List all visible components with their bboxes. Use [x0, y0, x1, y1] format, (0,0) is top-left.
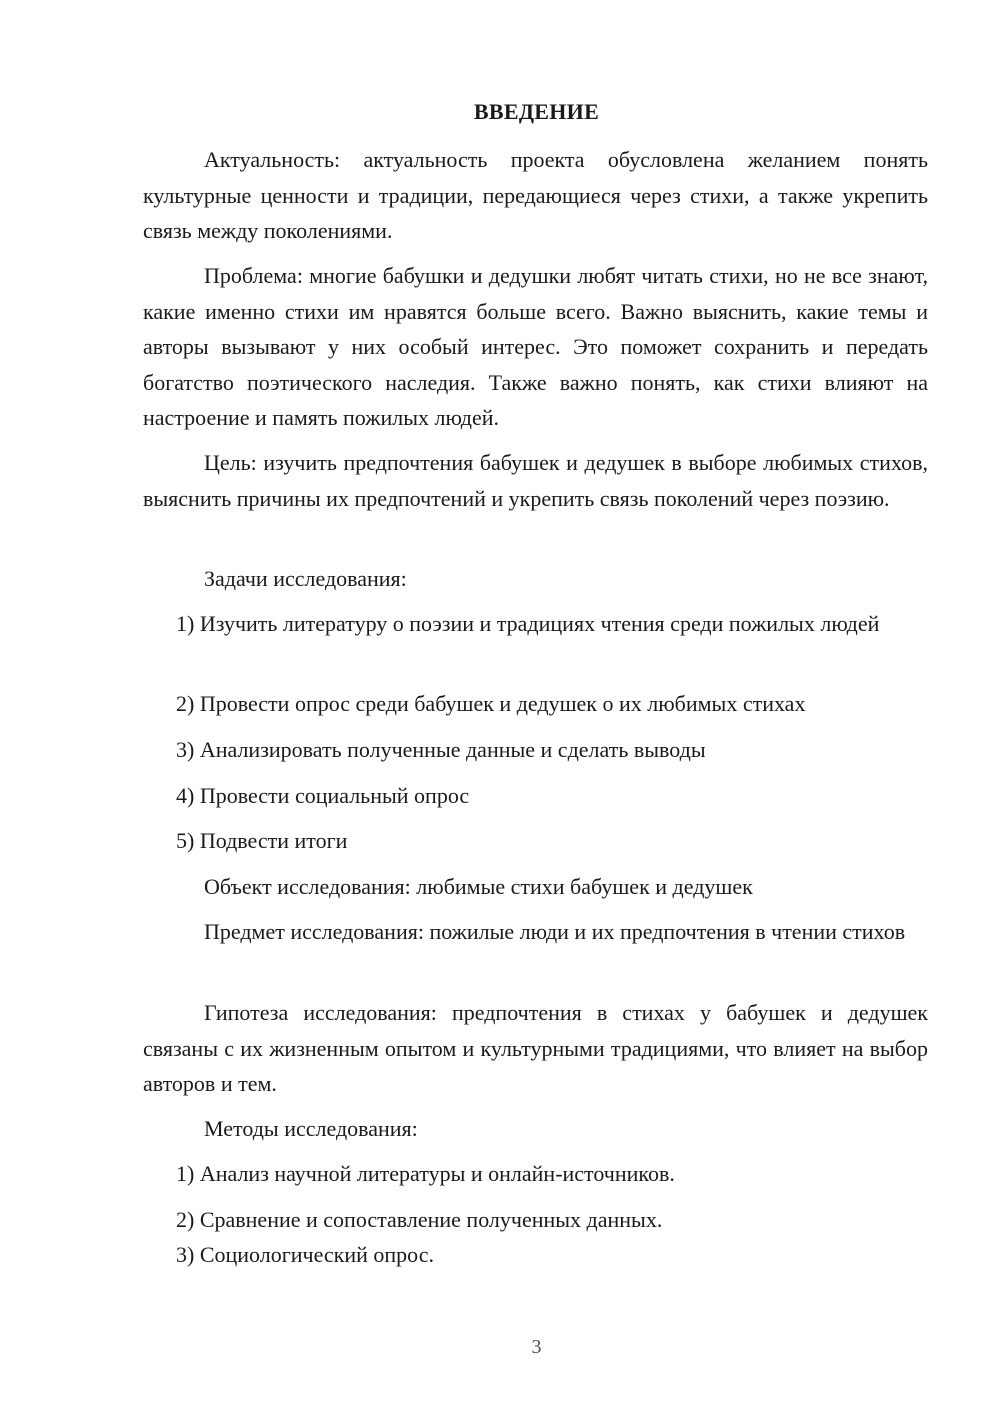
- task-item-1: 1) Изучить литературу о поэзии и традициях чтения среди пожилых людей: [176, 611, 880, 636]
- subject-paragraph: Предмет исследования: пожилые люди и их предпочтения в чтении стихов: [204, 919, 906, 944]
- hypothesis-paragraph: Гипотеза исследования: предпочтения в стихах у бабушек и дедушек связаны с их жизненным опытом и культурными традициями, что влияет на выбор авторов и тем.: [143, 1000, 928, 1096]
- methods-heading: Методы исследования:: [204, 1116, 418, 1141]
- task-item-4: 4) Провести социальный опрос: [176, 783, 470, 808]
- task-item-3: 3) Анализировать полученные данные и сделать выводы: [176, 737, 706, 762]
- problem-paragraph: Проблема: многие бабушки и дедушки любят читать стихи, но не все знают, какие именно стихи им нравятся больше всего. Важно выяснить, какие темы и авторы вызывают у них особый интерес. Это поможет сохранить и передать богатство поэтического наследия. Также важно понять, как стихи влияют на настроение и память пожилых людей.: [143, 263, 928, 430]
- task-item-2: 2) Провести опрос среди бабушек и дедушек о их любимых стихах: [176, 691, 806, 716]
- method-item-3: 3) Социологический опрос.: [176, 1242, 434, 1267]
- goal-paragraph: Цель: изучить предпочтения бабушек и дедушек в выборе любимых стихов, выяснить причины их предпочтений и укрепить связь поколений через поэзию.: [143, 450, 928, 511]
- tasks-heading: Задачи исследования:: [204, 566, 407, 591]
- method-item-2: 2) Сравнение и сопоставление полученных данных.: [176, 1207, 663, 1232]
- relevance-paragraph: Актуальность: актуальность проекта обусловлена желанием понять культурные ценности и традиции, передающиеся через стихи, а также укрепить связь между поколениями.: [143, 147, 928, 243]
- page-heading: ВВЕДЕНИЕ: [473, 99, 600, 124]
- object-paragraph: Объект исследования: любимые стихи бабушек и дедушек: [204, 874, 753, 899]
- page-number: 3: [531, 1336, 542, 1358]
- method-item-1: 1) Анализ научной литературы и онлайн-источников.: [176, 1161, 675, 1186]
- task-item-5: 5) Подвести итоги: [176, 828, 348, 853]
